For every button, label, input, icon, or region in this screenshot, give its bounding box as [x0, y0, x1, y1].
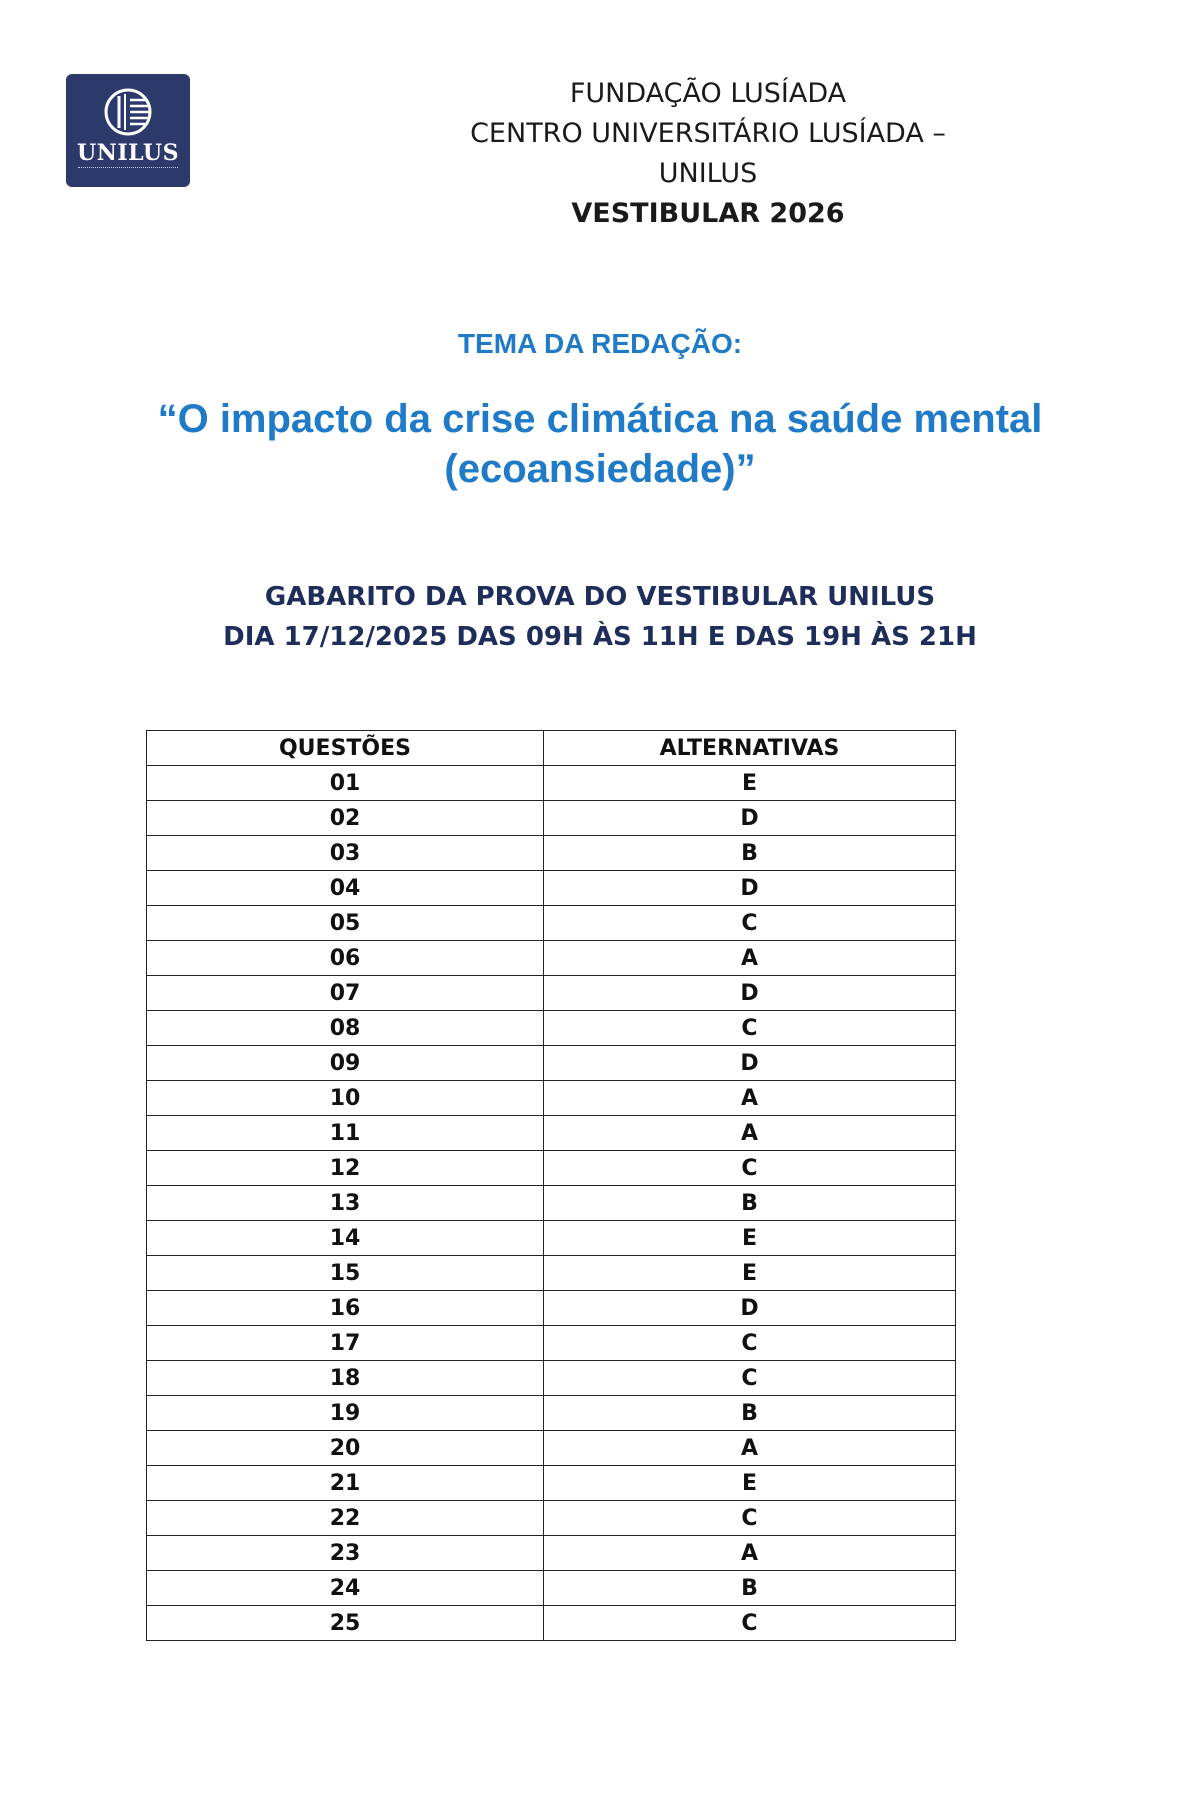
- column-header-questions: QUESTÕES: [147, 731, 544, 766]
- table-row: [147, 1046, 956, 1081]
- question-number: 05: [147, 906, 544, 941]
- answer-letter: D: [544, 871, 956, 906]
- answer-letter: B: [544, 836, 956, 871]
- essay-theme-line-2: (ecoansiedade)”: [444, 447, 756, 491]
- question-number: 01: [147, 766, 544, 801]
- question-number: 17: [147, 1326, 544, 1361]
- question-number: 25: [147, 1606, 544, 1641]
- answer-letter: B: [544, 1396, 956, 1431]
- answer-letter: A: [544, 1116, 956, 1151]
- table-row: [147, 1256, 956, 1291]
- answer-key-heading: [160, 577, 1040, 657]
- question-number: 16: [147, 1291, 544, 1326]
- answer-letter: C: [544, 1606, 956, 1641]
- answer-letter: C: [544, 1326, 956, 1361]
- question-number: 19: [147, 1396, 544, 1431]
- table-row: [147, 836, 956, 871]
- header-university: CENTRO UNIVERSITÁRIO LUSÍADA – UNILUS: [470, 118, 946, 189]
- table-row: [147, 906, 956, 941]
- unilus-logo: [66, 74, 190, 187]
- table-row: [147, 1116, 956, 1151]
- answer-letter: A: [544, 1536, 956, 1571]
- question-number: 03: [147, 836, 544, 871]
- answer-letter: C: [544, 1011, 956, 1046]
- table-row: [147, 941, 956, 976]
- question-number: 10: [147, 1081, 544, 1116]
- question-number: 18: [147, 1361, 544, 1396]
- table-header-row: [147, 731, 956, 766]
- answer-letter: D: [544, 1291, 956, 1326]
- question-number: 15: [147, 1256, 544, 1291]
- question-number: 04: [147, 871, 544, 906]
- answer-key-schedule: DIA 17/12/2025 DAS 09H ÀS 11H E DAS 19H ÀS 21H: [223, 622, 977, 652]
- question-number: 24: [147, 1571, 544, 1606]
- column-header-alternatives: ALTERNATIVAS: [544, 731, 956, 766]
- question-number: 02: [147, 801, 544, 836]
- table-row: [147, 1291, 956, 1326]
- answer-key-table: [146, 730, 956, 1641]
- answer-key-title: GABARITO DA PROVA DO VESTIBULAR UNILUS: [264, 582, 936, 612]
- table-row: [147, 1221, 956, 1256]
- question-number: 09: [147, 1046, 544, 1081]
- answer-letter: A: [544, 1081, 956, 1116]
- answer-letter: E: [544, 1256, 956, 1291]
- table-row: [147, 1501, 956, 1536]
- table-row: [147, 1361, 956, 1396]
- answer-letter: A: [544, 941, 956, 976]
- question-number: 13: [147, 1186, 544, 1221]
- table-row: [147, 1081, 956, 1116]
- table-row: [147, 1151, 956, 1186]
- answer-letter: C: [544, 1361, 956, 1396]
- table-row: [147, 766, 956, 801]
- answer-letter: D: [544, 801, 956, 836]
- header-exam: VESTIBULAR 2026: [571, 198, 845, 229]
- answer-letter: D: [544, 1046, 956, 1081]
- answer-letter: A: [544, 1431, 956, 1466]
- question-number: 22: [147, 1501, 544, 1536]
- table-row: [147, 871, 956, 906]
- document-header: [420, 74, 996, 234]
- question-number: 23: [147, 1536, 544, 1571]
- unilus-emblem-icon: [66, 74, 190, 144]
- table-row: [147, 1571, 956, 1606]
- question-number: 14: [147, 1221, 544, 1256]
- table-row: [147, 1431, 956, 1466]
- question-number: 08: [147, 1011, 544, 1046]
- answer-letter: C: [544, 1151, 956, 1186]
- answer-letter: E: [544, 766, 956, 801]
- answer-letter: C: [544, 906, 956, 941]
- answer-letter: C: [544, 1501, 956, 1536]
- question-number: 06: [147, 941, 544, 976]
- table-row: [147, 1186, 956, 1221]
- question-number: 21: [147, 1466, 544, 1501]
- answer-letter: E: [544, 1466, 956, 1501]
- table-row: [147, 1606, 956, 1641]
- question-number: 11: [147, 1116, 544, 1151]
- essay-theme-line-1: “O impacto da crise climática na saúde mental: [157, 397, 1043, 441]
- logo-subtitle-line: [78, 167, 178, 171]
- table-row: [147, 1536, 956, 1571]
- answer-letter: B: [544, 1186, 956, 1221]
- question-number: 07: [147, 976, 544, 1011]
- table-row: [147, 976, 956, 1011]
- question-number: 20: [147, 1431, 544, 1466]
- essay-theme-title: [110, 394, 1090, 494]
- table-row: [147, 1396, 956, 1431]
- table-row: [147, 801, 956, 836]
- table-row: [147, 1011, 956, 1046]
- answer-letter: D: [544, 976, 956, 1011]
- logo-text: UNILUS: [77, 140, 179, 166]
- answer-letter: B: [544, 1571, 956, 1606]
- essay-theme-label: TEMA DA REDAÇÃO:: [457, 328, 743, 359]
- header-foundation: FUNDAÇÃO LUSÍADA: [569, 78, 847, 109]
- table-row: [147, 1466, 956, 1501]
- answer-letter: E: [544, 1221, 956, 1256]
- question-number: 12: [147, 1151, 544, 1186]
- table-row: [147, 1326, 956, 1361]
